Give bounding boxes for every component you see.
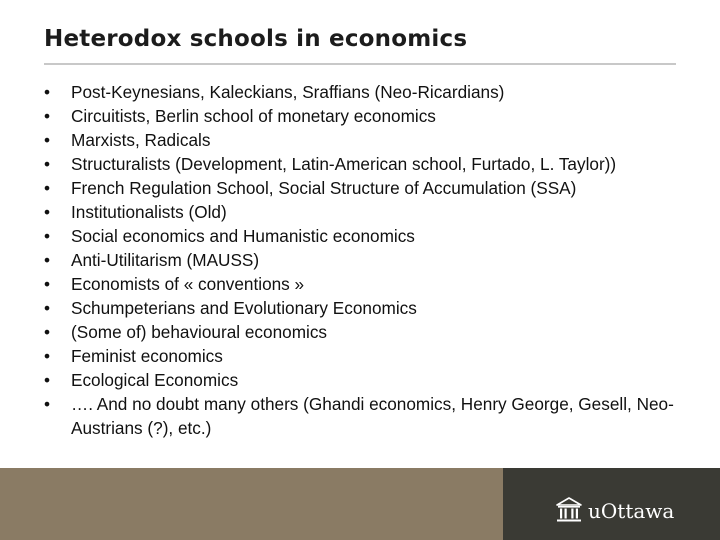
bullet-glyph: • bbox=[44, 274, 51, 294]
list-item bbox=[44, 344, 684, 368]
bullet-text: Feminist economics bbox=[71, 346, 223, 366]
list-item bbox=[44, 128, 684, 152]
bullet-glyph: • bbox=[44, 394, 51, 414]
bullet-text: Social economics and Humanistic economics bbox=[71, 226, 415, 246]
list-item bbox=[44, 104, 684, 128]
list-item bbox=[44, 152, 684, 176]
bullet-glyph: • bbox=[44, 346, 51, 366]
bullet-glyph: • bbox=[44, 130, 51, 150]
list-item bbox=[44, 248, 684, 272]
university-logo-text: uOttawa bbox=[588, 499, 675, 523]
list-item bbox=[44, 368, 684, 392]
list-item bbox=[44, 176, 684, 200]
bullet-text: (Some of) behavioural economics bbox=[71, 322, 328, 342]
bullet-glyph: • bbox=[44, 106, 51, 126]
bullet-text: Marxists, Radicals bbox=[71, 130, 211, 150]
university-building-icon bbox=[555, 496, 583, 524]
bullet-glyph: • bbox=[44, 250, 51, 270]
list-item bbox=[44, 80, 684, 104]
bullet-text: …. And no doubt many others (Ghandi economics, Henry George, Gesell, Neo-Austrians (?), etc.) bbox=[71, 394, 674, 438]
bullet-glyph: • bbox=[44, 370, 51, 390]
list-item bbox=[44, 200, 684, 224]
bullet-text: Circuitists, Berlin school of monetary economics bbox=[71, 106, 436, 126]
bullet-text: Post-Keynesians, Kaleckians, Sraffians (Neo-Ricardians) bbox=[71, 82, 505, 102]
title-divider bbox=[44, 63, 676, 65]
bullet-text: Schumpeterians and Evolutionary Economics bbox=[71, 298, 417, 318]
bullet-text: Economists of « conventions » bbox=[71, 274, 305, 294]
bullet-glyph: • bbox=[44, 82, 51, 102]
bullet-glyph: • bbox=[44, 226, 51, 246]
bullet-list bbox=[44, 80, 684, 440]
bullet-glyph: • bbox=[44, 154, 51, 174]
bullet-glyph: • bbox=[44, 202, 51, 222]
bullet-text: Anti-Utilitarism (MAUSS) bbox=[71, 250, 260, 270]
bullet-text: Institutionalists (Old) bbox=[71, 202, 227, 222]
bullet-text: French Regulation School, Social Structure of Accumulation (SSA) bbox=[71, 178, 577, 198]
list-item bbox=[44, 320, 684, 344]
bullet-text: Ecological Economics bbox=[71, 370, 239, 390]
list-item bbox=[44, 296, 684, 320]
list-item bbox=[44, 224, 684, 248]
list-item bbox=[44, 272, 684, 296]
bullet-glyph: • bbox=[44, 322, 51, 342]
slide-title: Heterodox schools in economics bbox=[44, 26, 468, 52]
bullet-glyph: • bbox=[44, 178, 51, 198]
bullet-glyph: • bbox=[44, 298, 51, 318]
bullet-text: Structuralists (Development, Latin-American school, Furtado, L. Taylor)) bbox=[71, 154, 617, 174]
list-item bbox=[44, 392, 684, 440]
